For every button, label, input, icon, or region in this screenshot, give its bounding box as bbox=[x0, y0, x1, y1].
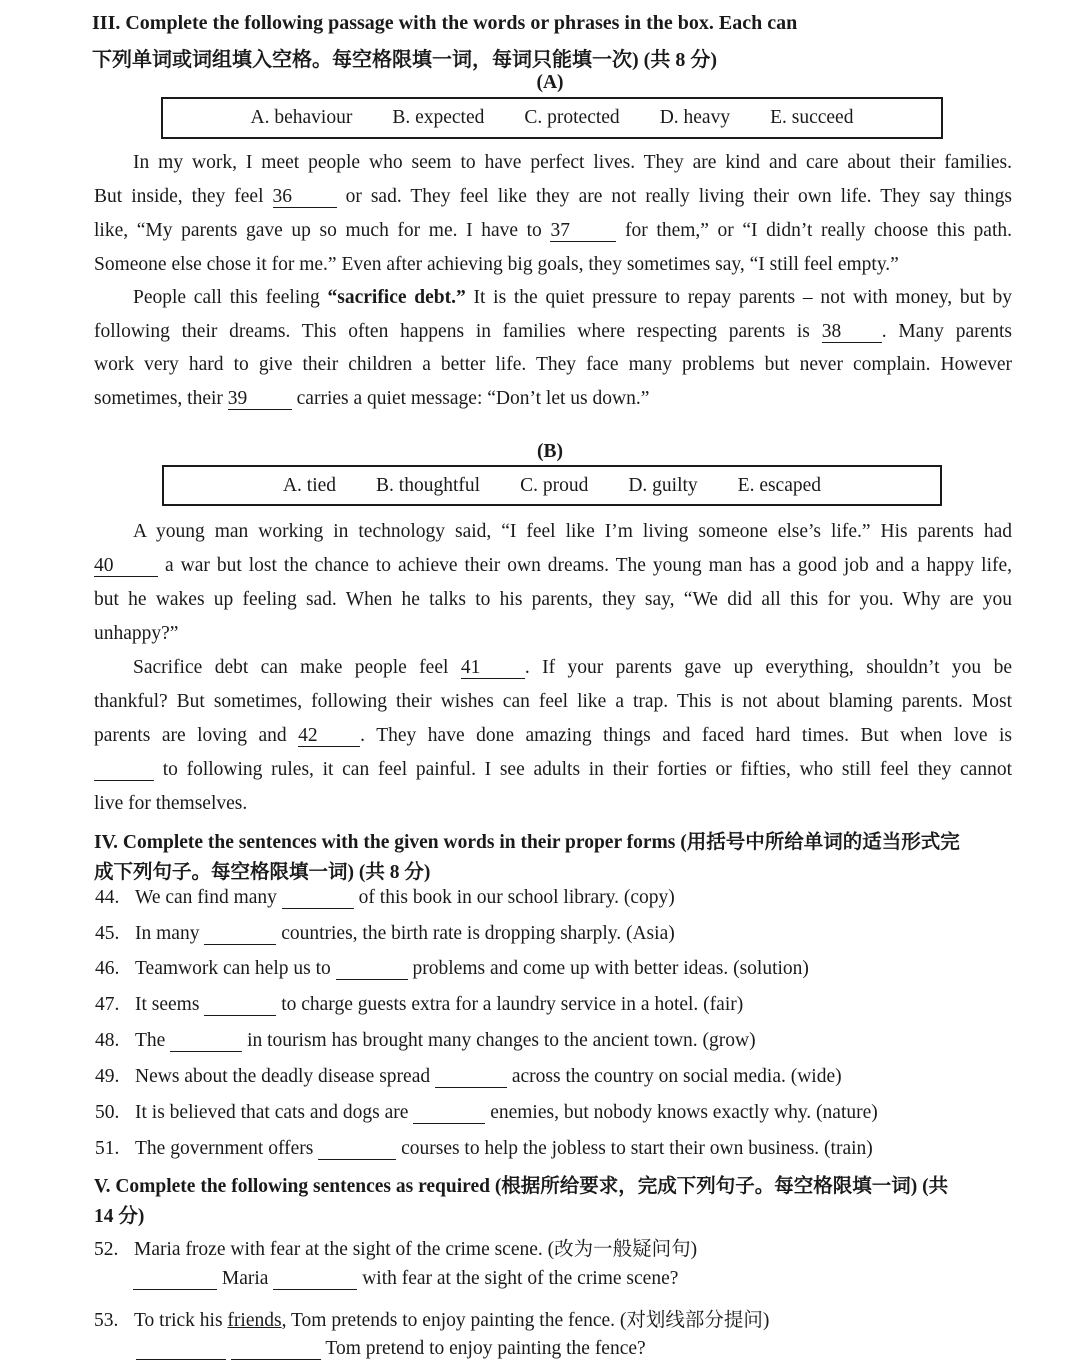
answer-blank[interactable] bbox=[435, 1067, 507, 1088]
passage-b-line: but he wakes up feeling sad. When he talks to his parents, they say, “We did all this for you. Why are you bbox=[94, 589, 1012, 610]
blank-41[interactable]: 41 bbox=[461, 658, 525, 679]
answer-blank[interactable] bbox=[136, 1339, 226, 1360]
blank-38[interactable]: 38 bbox=[822, 322, 882, 343]
passage-b-line: unhappy?” bbox=[94, 623, 179, 644]
sentence-47: 47. It seems to charge guests extra for a laundry service in a hotel. (fair) bbox=[95, 994, 744, 1015]
answer-line-52: Maria with fear at the sight of the crime scene? bbox=[133, 1268, 678, 1290]
passage-b-line: to following rules, it can feel painful. I see adults in their forties or fifties, who still feel they cannot bbox=[94, 759, 1012, 781]
answer-blank[interactable] bbox=[204, 924, 276, 945]
passage-b-line: thankful? But sometimes, following their wishes can feel like a trap. This is not about blaming parents. Most bbox=[94, 691, 1012, 712]
section3-instruction: 下列单词或词组填入空格。每空格限填一词，每词只能填一次) (共 8 分) bbox=[92, 49, 717, 71]
blank-36[interactable]: 36 bbox=[273, 187, 337, 208]
blank-39[interactable]: 39 bbox=[228, 389, 292, 410]
part-b-word-box bbox=[162, 465, 942, 506]
passage-a-line: In my work, I meet people who seem to have perfect lives. They are kind and care about their families. bbox=[133, 152, 1012, 173]
passage-a-line: People call this feeling “sacrifice debt.” It is the quiet pressure to repay parents – not with money, but by bbox=[133, 287, 1013, 308]
passage-a-line: Someone else chose it for me.” Even after achieving big goals, they sometimes say, “I still feel empty.” bbox=[94, 254, 899, 275]
sentence-45: 45. In many countries, the birth rate is dropping sharply. (Asia) bbox=[95, 923, 675, 944]
passage-a-line: sometimes, their 39 carries a quiet message: “Don’t let us down.” bbox=[94, 388, 650, 409]
passage-a-line: like, “My parents gave up so much for me. I have to 37 for them,” or “I didn’t really choose this path. bbox=[94, 220, 1013, 241]
section5-title: V. Complete the following sentences as required (根据所给要求，完成下列句子。每空格限填一词) (共 bbox=[94, 1176, 949, 1197]
option-a: A. tied bbox=[282, 474, 337, 496]
passage-b-line: 40 a war but lost the chance to achieve their own dreams. The young man has a good job and a happy life, bbox=[94, 555, 1013, 576]
section3-title: III. Complete the following passage with the words or phrases in the box. Each can bbox=[92, 12, 798, 34]
sentence-52: 52. Maria froze with fear at the sight of the crime scene. (改为一般疑问句) bbox=[94, 1239, 698, 1260]
passage-a-line: following their dreams. This often happens in families where respecting parents is 38 . Many parents bbox=[94, 321, 1012, 342]
blank-42[interactable]: 42 bbox=[298, 726, 360, 747]
passage-b-line: A young man working in technology said, “I feel like I’m living someone else’s life.” His parents had bbox=[133, 521, 1012, 542]
sacrifice-debt-term: “sacrifice debt.” bbox=[327, 287, 466, 308]
section4-title: IV. Complete the sentences with the given words in their proper forms (用括号中所给单词的适当形式完 bbox=[94, 832, 960, 853]
answer-blank[interactable] bbox=[273, 1269, 357, 1290]
blank-37[interactable]: 37 bbox=[550, 221, 616, 242]
sentence-53: 53. To trick his friends, Tom pretends to enjoy painting the fence. (对划线部分提问) bbox=[94, 1310, 770, 1331]
answer-blank[interactable] bbox=[231, 1339, 321, 1360]
passage-b-line: parents are loving and 42 . They have done amazing things and faced hard times. But when love is bbox=[94, 725, 1013, 746]
blank-40[interactable]: 40 bbox=[94, 556, 158, 577]
option-c: C. protected bbox=[524, 107, 620, 128]
part-a-word-box bbox=[161, 97, 943, 139]
option-b: B. expected bbox=[392, 107, 485, 128]
option-c: C. proud bbox=[520, 474, 589, 496]
blank-43[interactable] bbox=[94, 760, 154, 781]
option-d: D. guilty bbox=[628, 474, 698, 496]
passage-a-line: But inside, they feel 36 or sad. They feel like they are not really living their own life. They say things bbox=[94, 186, 1012, 207]
answer-blank[interactable] bbox=[336, 959, 408, 980]
sentence-49: 49. News about the deadly disease spread across the country on social media. (wide) bbox=[95, 1066, 842, 1087]
sentence-50: 50. It is believed that cats and dogs are enemies, but nobody knows exactly why. (nature) bbox=[95, 1102, 878, 1123]
answer-blank[interactable] bbox=[170, 1031, 242, 1052]
part-a-label: (A) bbox=[536, 72, 564, 93]
answer-blank[interactable] bbox=[413, 1103, 485, 1124]
answer-blank[interactable] bbox=[282, 888, 354, 909]
answer-blank[interactable] bbox=[318, 1139, 396, 1160]
passage-b-line: Sacrifice debt can make people feel 41 . If your parents gave up everything, shouldn’t you be bbox=[133, 657, 1012, 678]
passage-a-line: work very hard to give their children a better life. They face many problems but never complain. However bbox=[94, 354, 1012, 375]
sentence-48: 48. The in tourism has brought many changes to the ancient town. (grow) bbox=[95, 1030, 756, 1051]
section5-title-cont: 14 分) bbox=[94, 1206, 145, 1227]
underlined-word: friends bbox=[227, 1310, 282, 1331]
sentence-51: 51. The government offers courses to help the jobless to start their own business. (train) bbox=[95, 1138, 873, 1159]
part-b-label: (B) bbox=[537, 441, 563, 462]
option-e: E. escaped bbox=[737, 474, 822, 496]
sentence-44: 44. We can find many of this book in our school library. (copy) bbox=[95, 887, 675, 908]
option-b: B. thoughtful bbox=[376, 474, 481, 496]
sentence-46: 46. Teamwork can help us to problems and come up with better ideas. (solution) bbox=[95, 958, 809, 979]
answer-line-53: Tom pretend to enjoy painting the fence? bbox=[136, 1338, 646, 1360]
option-d: D. heavy bbox=[659, 107, 731, 128]
answer-blank[interactable] bbox=[204, 995, 276, 1016]
option-e: E. succeed bbox=[770, 107, 854, 128]
section4-title-cont: 成下列句子。每空格限填一词) (共 8 分) bbox=[94, 862, 431, 883]
passage-b-line: live for themselves. bbox=[94, 793, 248, 814]
answer-blank[interactable] bbox=[133, 1269, 217, 1290]
option-a: A. behaviour bbox=[250, 107, 353, 128]
